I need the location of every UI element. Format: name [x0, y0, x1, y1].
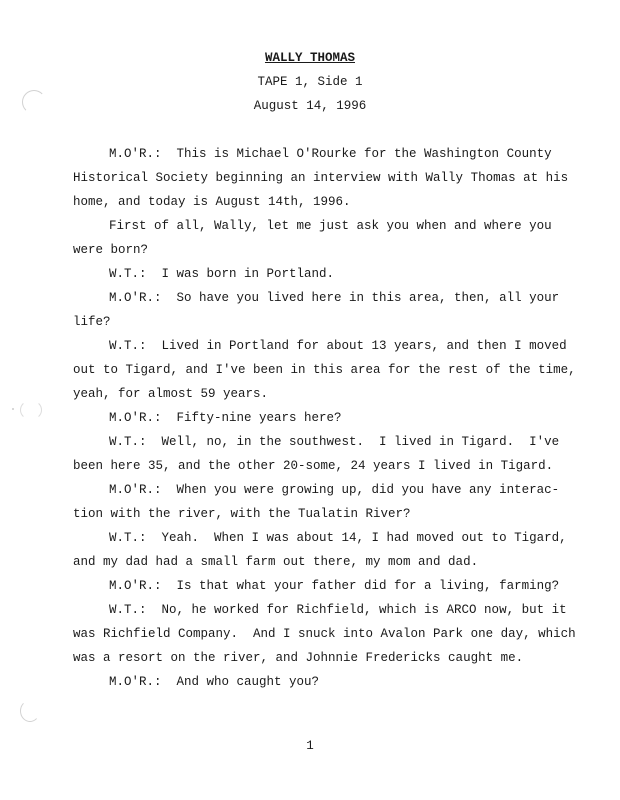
- transcript-line: W.T.: Yeah. When I was about 14, I had moved out to Tigard,: [109, 531, 567, 545]
- transcript-line: been here 35, and the other 20-some, 24 years I lived in Tigard.: [73, 459, 554, 473]
- scan-mark-top: [22, 90, 46, 114]
- transcript-line: M.O'R.: This is Michael O'Rourke for the Washington County: [109, 147, 552, 161]
- transcript-line: were born?: [73, 243, 149, 257]
- transcript-line: tion with the river, with the Tualatin River?: [73, 507, 411, 521]
- scan-mark-middle: [20, 400, 42, 420]
- transcript-line: was a resort on the river, and Johnnie Fredericks caught me.: [73, 651, 524, 665]
- transcript-line: life?: [73, 315, 111, 329]
- transcript-line: yeah, for almost 59 years.: [73, 387, 269, 401]
- transcript-line: home, and today is August 14th, 1996.: [73, 195, 351, 209]
- transcript-line: M.O'R.: Fifty-nine years here?: [109, 411, 342, 425]
- transcript-line: W.T.: I was born in Portland.: [109, 267, 335, 281]
- transcript-line: M.O'R.: And who caught you?: [109, 675, 320, 689]
- transcript-line: and my dad had a small farm out there, my mom and dad.: [73, 555, 479, 569]
- transcript-line: out to Tigard, and I've been in this area for the rest of the time,: [73, 363, 576, 377]
- scan-mark-bottom: [20, 700, 40, 722]
- transcript-line: was Richfield Company. And I snuck into Avalon Park one day, which: [73, 627, 576, 641]
- tape-label: TAPE 1, Side 1: [257, 75, 363, 89]
- transcript-line: First of all, Wally, let me just ask you when and where you: [109, 219, 552, 233]
- transcript-line: M.O'R.: Is that what your father did for a living, farming?: [109, 579, 560, 593]
- page-number: 1: [306, 739, 314, 753]
- document-title: WALLY THOMAS: [264, 51, 355, 65]
- transcript-line: W.T.: Well, no, in the southwest. I lived in Tigard. I've: [109, 435, 560, 449]
- scan-dot: [12, 408, 14, 410]
- transcript-line: W.T.: Lived in Portland for about 13 years, and then I moved: [109, 339, 567, 353]
- transcript-line: M.O'R.: When you were growing up, did you have any interac-: [109, 483, 560, 497]
- transcript-line: Historical Society beginning an interview with Wally Thomas at his: [73, 171, 569, 185]
- transcript-line: M.O'R.: So have you lived here in this area, then, all your: [109, 291, 560, 305]
- interview-date: August 14, 1996: [253, 99, 367, 113]
- transcript-line: W.T.: No, he worked for Richfield, which is ARCO now, but it: [109, 603, 567, 617]
